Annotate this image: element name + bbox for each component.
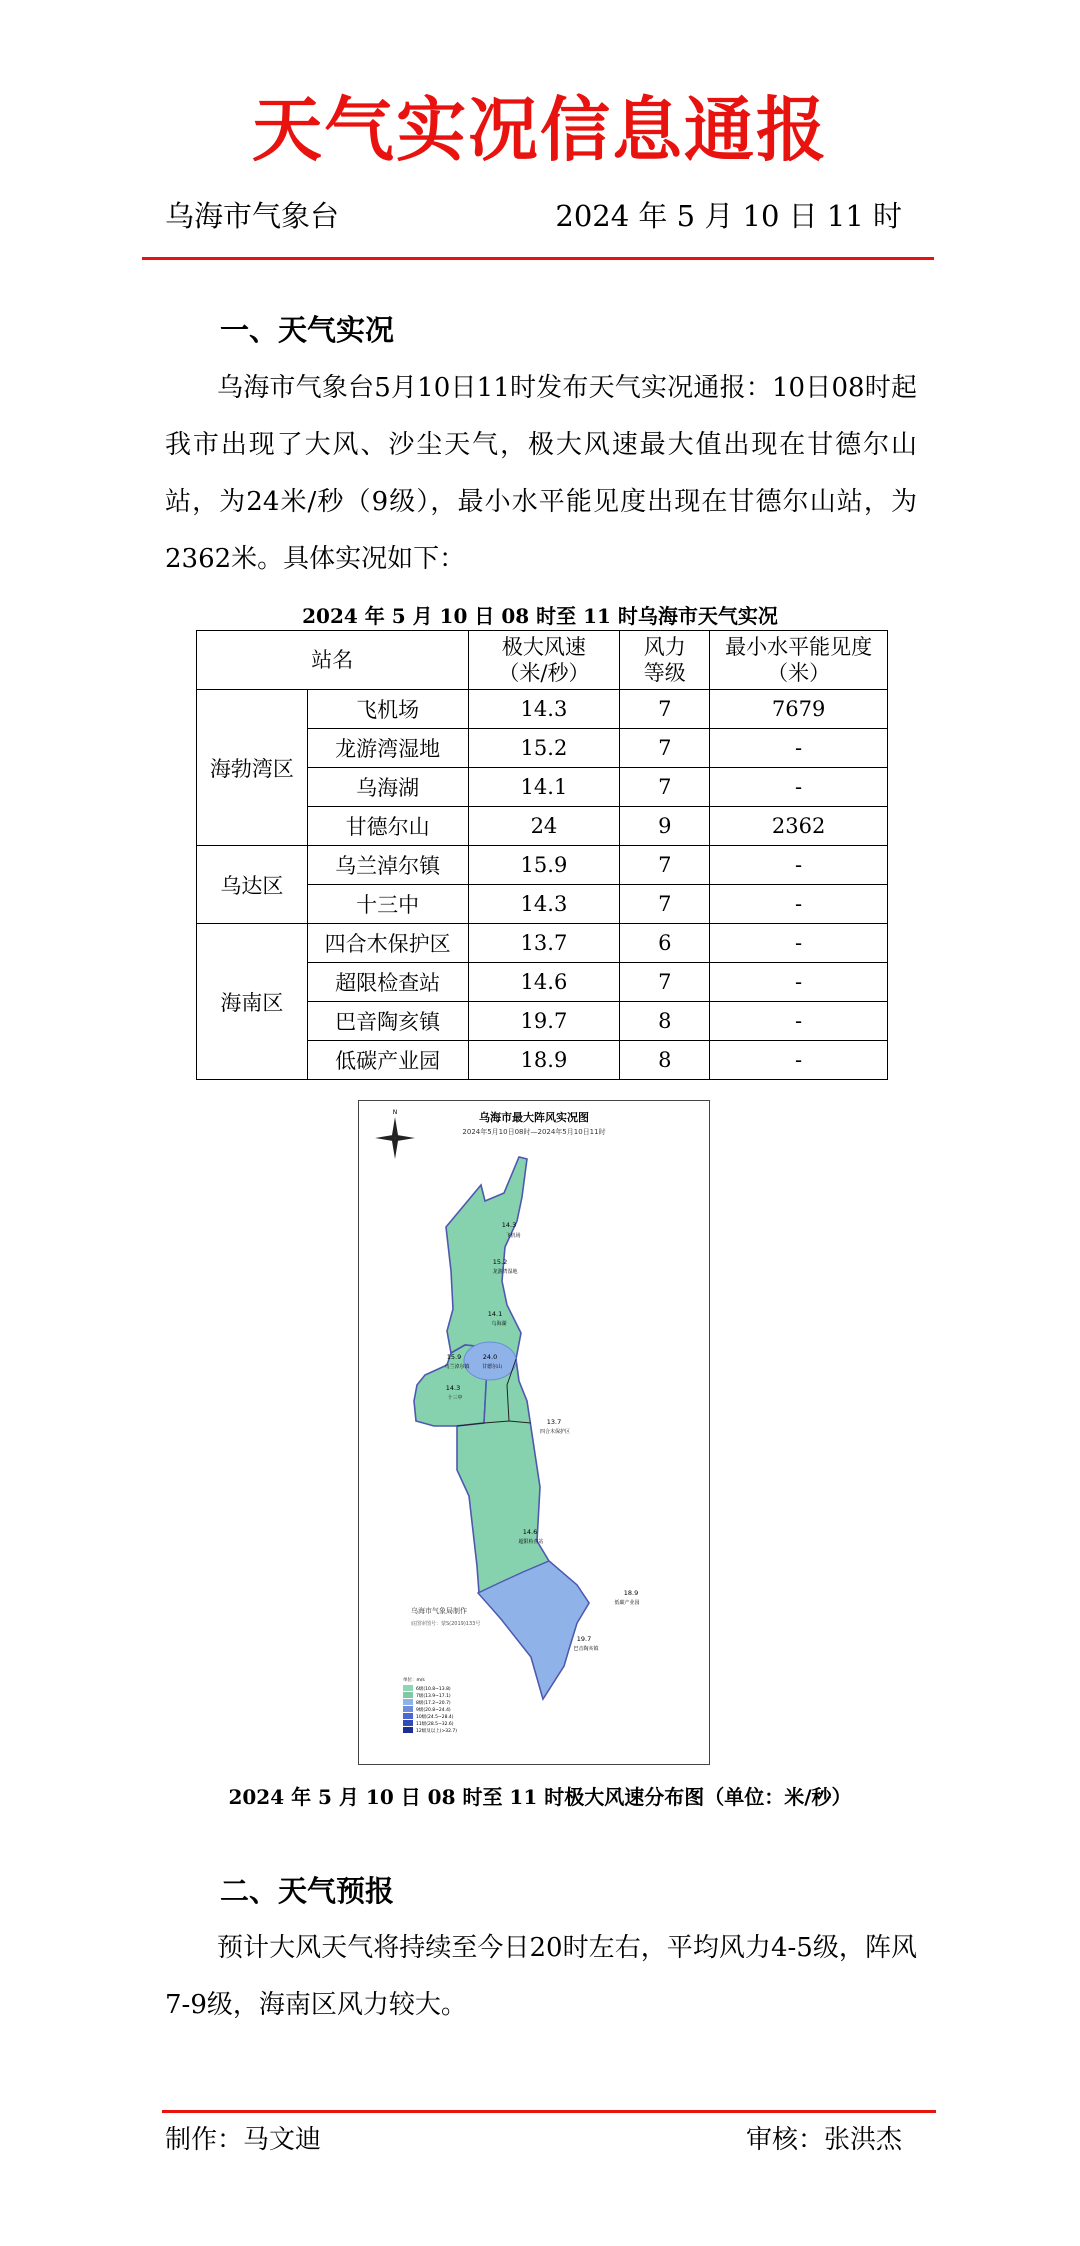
map-label-value: 13.7 (546, 1418, 562, 1426)
legend-item: 9级(20.8~24.4) (416, 1708, 451, 1713)
weather-table (196, 630, 888, 1080)
gust-cell: 13.7 (468, 924, 620, 963)
map-label-value: 24.0 (482, 1353, 498, 1361)
station-cell: 低碳产业园 (307, 1041, 468, 1080)
section-1-heading: 一、天气实况 (220, 313, 395, 347)
map-subtitle: 2024年5月10日08时—2024年5月10日11时 (462, 1128, 606, 1136)
map-label-name: 甘德尔山 (481, 1364, 503, 1370)
footer-maker: 制作：马文迪 (165, 2125, 322, 2155)
visibility-cell: - (710, 963, 888, 1002)
map-caption: 2024 年 5 月 10 日 08 时至 11 时极大风速分布图（单位：米/秒） (228, 1785, 852, 1809)
visibility-cell: 7679 (710, 690, 888, 729)
legend-swatch (403, 1713, 413, 1719)
gust-cell: 15.2 (468, 729, 620, 768)
station-cell: 甘德尔山 (307, 807, 468, 846)
gust-cell: 14.3 (468, 885, 620, 924)
header-force-line2: 等级 (643, 661, 686, 685)
station-cell: 四合木保护区 (307, 924, 468, 963)
map-maker: 乌海市气象局制作 (411, 1607, 467, 1615)
map-label-name: 龙游湾湿地 (492, 1269, 518, 1275)
gust-cell: 15.9 (468, 846, 620, 885)
map-label-value: 18.9 (623, 1589, 639, 1597)
map-legend (403, 1676, 457, 1734)
force-cell: 7 (620, 885, 710, 924)
header-gust-line2: （米/秒） (498, 661, 590, 685)
legend-swatch (403, 1720, 413, 1726)
table-row (197, 846, 888, 885)
gust-cell: 14.1 (468, 768, 620, 807)
legend-item: 7级(13.9~17.1) (416, 1694, 451, 1699)
district-cell: 海勃湾区 (197, 690, 308, 846)
legend-swatch (403, 1706, 413, 1712)
legend-item: 11级(28.5~32.6) (416, 1722, 454, 1727)
legend-item: 8级(17.2~20.7) (416, 1701, 451, 1706)
station-cell: 巴音陶亥镇 (307, 1002, 468, 1041)
force-cell: 7 (620, 846, 710, 885)
section-2-paragraph: 预计大风天气将持续至今日20时左右，平均风力4-5级，阵风7-9级，海南区风力较大。 (165, 1933, 917, 2020)
force-cell: 7 (620, 690, 710, 729)
haibowan-district-shape (446, 1157, 527, 1359)
map-label-name: 乌海湖 (491, 1321, 507, 1327)
station-cell: 十三中 (307, 885, 468, 924)
station-cell: 超限检查站 (307, 963, 468, 1002)
station-cell: 乌兰淖尔镇 (307, 846, 468, 885)
map-label-name: 低碳产业园 (614, 1600, 640, 1606)
table-header-row (197, 631, 888, 690)
gust-cell: 18.9 (468, 1041, 620, 1080)
legend-swatch (403, 1699, 413, 1705)
map-label-value: 15.2 (492, 1258, 508, 1266)
gust-cell: 19.7 (468, 1002, 620, 1041)
header-force (620, 631, 710, 690)
table-caption: 2024 年 5 月 10 日 08 时至 11 时乌海市天气实况 (302, 604, 778, 628)
force-cell: 7 (620, 963, 710, 1002)
legend-item: 10级(24.5~28.4) (416, 1715, 454, 1720)
visibility-cell: - (710, 768, 888, 807)
map-label-value: 15.9 (446, 1353, 462, 1361)
issuer: 乌海市气象台 (165, 199, 340, 233)
legend-swatch (403, 1727, 413, 1733)
station-cell: 乌海湖 (307, 768, 468, 807)
map-title: 乌海市最大阵风实况图 (479, 1111, 589, 1124)
gust-cell: 14.6 (468, 963, 620, 1002)
table-row (197, 690, 888, 729)
report-title: 天气实况信息通报 (252, 88, 828, 171)
legend-item: 12级及以上(>32.7) (416, 1729, 458, 1734)
map-label-name: 飞机场 (505, 1233, 521, 1239)
map-label-value: 14.3 (501, 1221, 517, 1229)
compass-icon (375, 1109, 415, 1159)
gust-cell: 24 (468, 807, 620, 846)
gust-core-zone (464, 1342, 516, 1380)
map-label-name: 超限检查站 (518, 1539, 544, 1545)
visibility-cell: - (710, 729, 888, 768)
map-label-value: 14.6 (522, 1528, 538, 1536)
header-vis-line2: （米） (767, 661, 831, 685)
header-visibility (710, 631, 888, 690)
force-cell: 7 (620, 768, 710, 807)
force-cell: 7 (620, 729, 710, 768)
wind-map-frame (358, 1100, 710, 1765)
legend-unit: 单位：m/s (403, 1678, 425, 1683)
legend-swatch (403, 1685, 413, 1691)
district-cell: 乌达区 (197, 846, 308, 924)
visibility-cell: - (710, 1041, 888, 1080)
map-label-name: 巴音陶亥镇 (573, 1646, 599, 1652)
footer-divider (162, 2110, 936, 2113)
header-gust-line1: 极大风速 (501, 635, 586, 659)
force-cell: 8 (620, 1041, 710, 1080)
map-label-value: 14.3 (445, 1384, 461, 1392)
station-cell: 龙游湾湿地 (307, 729, 468, 768)
map-label-name: 四合木保护区 (539, 1429, 571, 1435)
issue-datetime: 2024 年 5 月 10 日 11 时 (555, 199, 902, 233)
wind-map (359, 1101, 709, 1764)
header-vis-line1: 最小水平能见度 (725, 635, 873, 659)
table-row (197, 924, 888, 963)
district-cell: 海南区 (197, 924, 308, 1080)
legend-swatch (403, 1692, 413, 1698)
section-2-heading: 二、天气预报 (220, 1874, 395, 1908)
visibility-cell: 2362 (710, 807, 888, 846)
header-station: 站名 (197, 631, 469, 690)
header-divider (142, 257, 934, 260)
visibility-cell: - (710, 846, 888, 885)
station-cell: 飞机场 (307, 690, 468, 729)
map-label-name: 乌兰淖尔镇 (444, 1364, 470, 1370)
map-review-number: 底图审图号：蒙S(2019)133号 (411, 1621, 481, 1627)
map-label-value: 14.1 (487, 1310, 503, 1318)
section-1-paragraph: 乌海市气象台5月10日11时发布天气实况通报：10日08时起我市出现了大风、沙尘天气，极大风速最大值出现在甘德尔山站，为24米/秒（9级），最小水平能见度出现在甘德尔山站，为2362米。具体实况如下： (165, 373, 917, 574)
force-cell: 6 (620, 924, 710, 963)
header-gust (468, 631, 620, 690)
map-label-name: 十三中 (447, 1395, 463, 1401)
map-label-value: 19.7 (576, 1635, 592, 1643)
legend-item: 6级(10.8~13.8) (416, 1687, 451, 1692)
force-cell: 9 (620, 807, 710, 846)
visibility-cell: - (710, 1002, 888, 1041)
force-cell: 8 (620, 1002, 710, 1041)
gust-cell: 14.3 (468, 690, 620, 729)
compass-n: N (392, 1109, 398, 1116)
header-force-line1: 风力 (643, 635, 686, 659)
footer-reviewer: 审核：张洪杰 (745, 2125, 902, 2155)
visibility-cell: - (710, 924, 888, 963)
visibility-cell: - (710, 885, 888, 924)
